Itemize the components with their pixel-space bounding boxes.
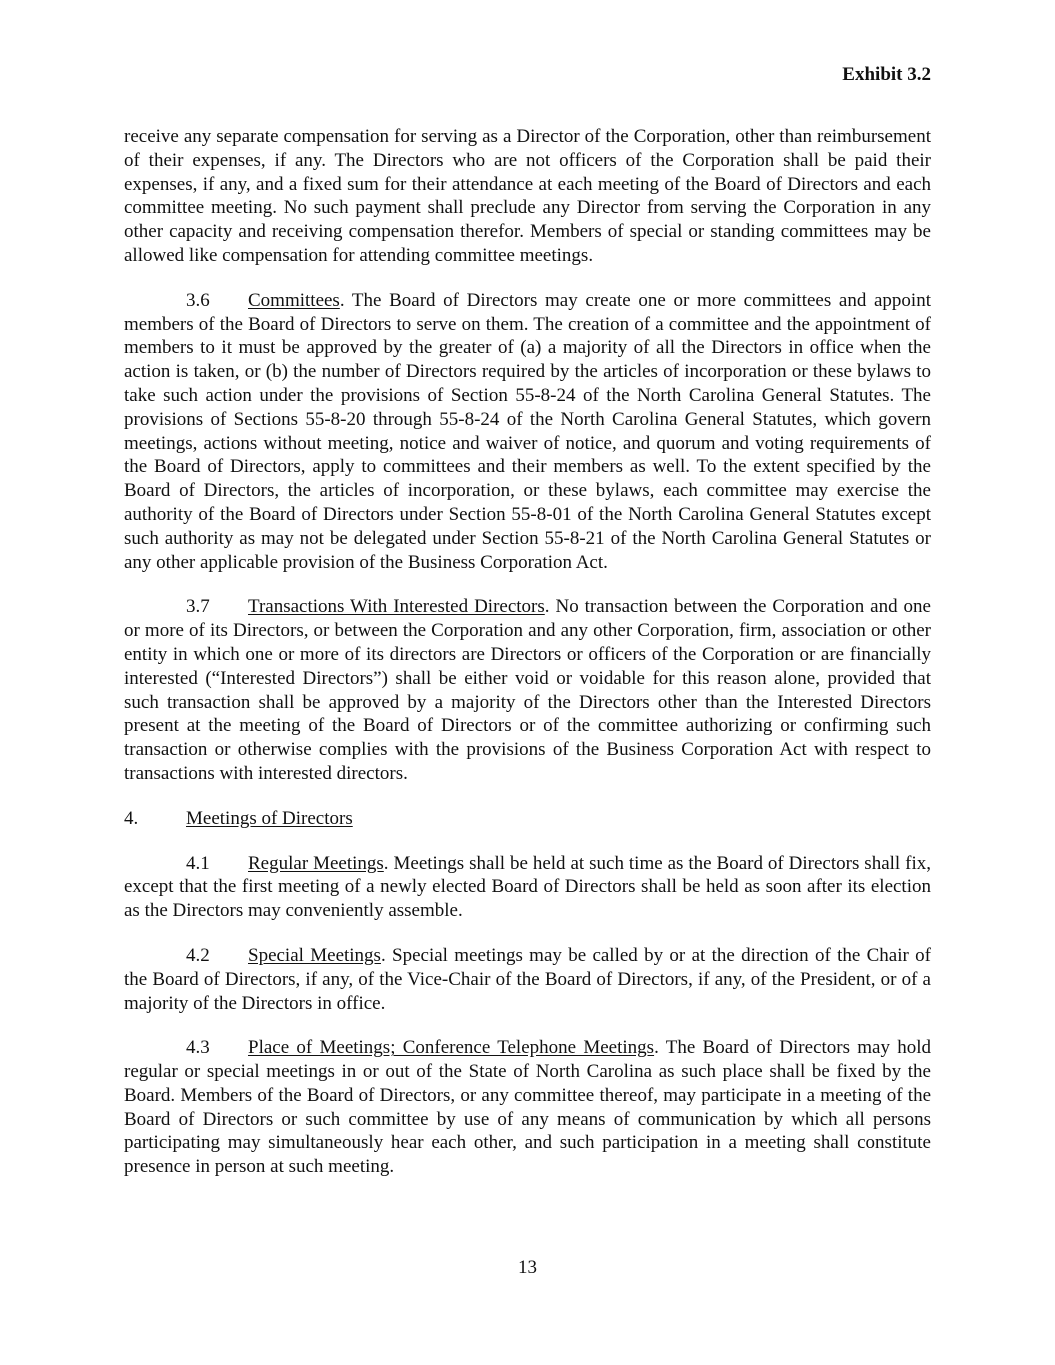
article-heading [124,807,931,831]
page-number: 13 [518,1257,537,1278]
section-title: Transactions With Interested Directors [248,596,545,618]
section-number: 3.6 [186,289,210,311]
continuation-paragraph [124,125,931,268]
section-4-3 [124,1036,931,1179]
section-number: 4.1 [186,852,210,874]
section-text: . The Board of Directors may hold regular or special meetings in or out of the State of North Carolina as such place shall be fixed by the Board. Members of the Board of Directors, or any committee thereof, may participate in a meeting of the Board of Directors or such committee by use of any means of communication by which all persons participating may simultaneously hear each other, and such participation in a meeting shall constitute presence in person at such meeting. [124,1037,932,1178]
article-number: 4. [124,807,139,829]
section-text: . The Board of Directors may create one or more committees and appoint members of the Board of Directors to serve on them. The creation of a committee and the appointment of members to it must be approved by the greater of (a) a majority of all the Directors in office when the action is taken, or (b) the number of Directors required by the articles of incorporation or these bylaws to take such action under the provisions of Section 55-8-24 of the North Carolina General Statutes. The provisions of Sections 55-8-20 through 55-8-24 of the North Carolina General Statutes, which govern meetings, actions without meeting, notice and waiver of notice, and quorum and voting requirements of the Board of Directors, apply to committees and their members as well. To the extent specified by the Board of Directors, the articles of incorporation, or these bylaws, each committee may exercise the authority of the Board of Directors under Section 55-8-01 of the North Carolina General Statutes except such authority as may not be delegated under Section 55-8-21 of the North Carolina General Statutes or any other applicable provision of the Business Corporation Act. [124,289,931,573]
section-number: 3.7 [186,596,210,618]
section-title: Committees [248,289,340,311]
section-text: . No transaction between the Corporation and one or more of its Directors, or between the Corporation and any other Corporation, firm, association or other entity in which one or more of its directors are Directors or officers of the Corporation or are financially interested (“Interested Directors”) shall be either void or voidable for this reason alone, provided that such transaction shall be approved by a majority of the Directors other than the Interested Directors present at the meeting of the Board of Directors or of the committee authorizing or confirming such transaction or otherwise complies with the provisions of the Business Corporation Act with respect to transactions with interested directors. [124,596,931,784]
section-title: Place of Meetings; Conference Telephone Meetings [248,1037,655,1059]
section-4-2 [124,944,931,1015]
exhibit-label: Exhibit 3.2 [842,64,931,85]
section-number: 4.3 [186,1037,210,1059]
section-title: Regular Meetings [248,852,384,874]
section-3-6 [124,289,931,575]
document-body [124,125,931,1200]
section-title: Special Meetings [248,944,381,966]
section-3-7 [124,595,931,785]
section-text: . Meetings shall be held at such time as the Board of Directors shall fix, except that the first meeting of a newly elected Board of Directors shall be held as soon after its election as the Directors may conveniently assemble. [124,852,931,922]
section-4-1 [124,852,931,923]
continuation-text: receive any separate compensation for serving as a Director of the Corporation, other than reimbursement of their expenses, if any. The Directors who are not officers of the Corporation shall be paid their expenses, if any, and a fixed sum for their attendance at each meeting of the Board of Directors and each committee meeting. No such payment shall preclude any Director from serving the Corporation in any other capacity and receiving compensation therefor. Members of special or standing committees may be allowed like compensation for attending committee meetings. [124,126,931,266]
section-text: . Special meetings may be called by or at the direction of the Chair of the Board of Directors, if any, of the Vice-Chair of the Board of Directors, if any, of the President, or of a majority of the Directors in office. [124,944,931,1014]
section-number: 4.2 [186,944,210,966]
article-title: Meetings of Directors [186,807,353,829]
